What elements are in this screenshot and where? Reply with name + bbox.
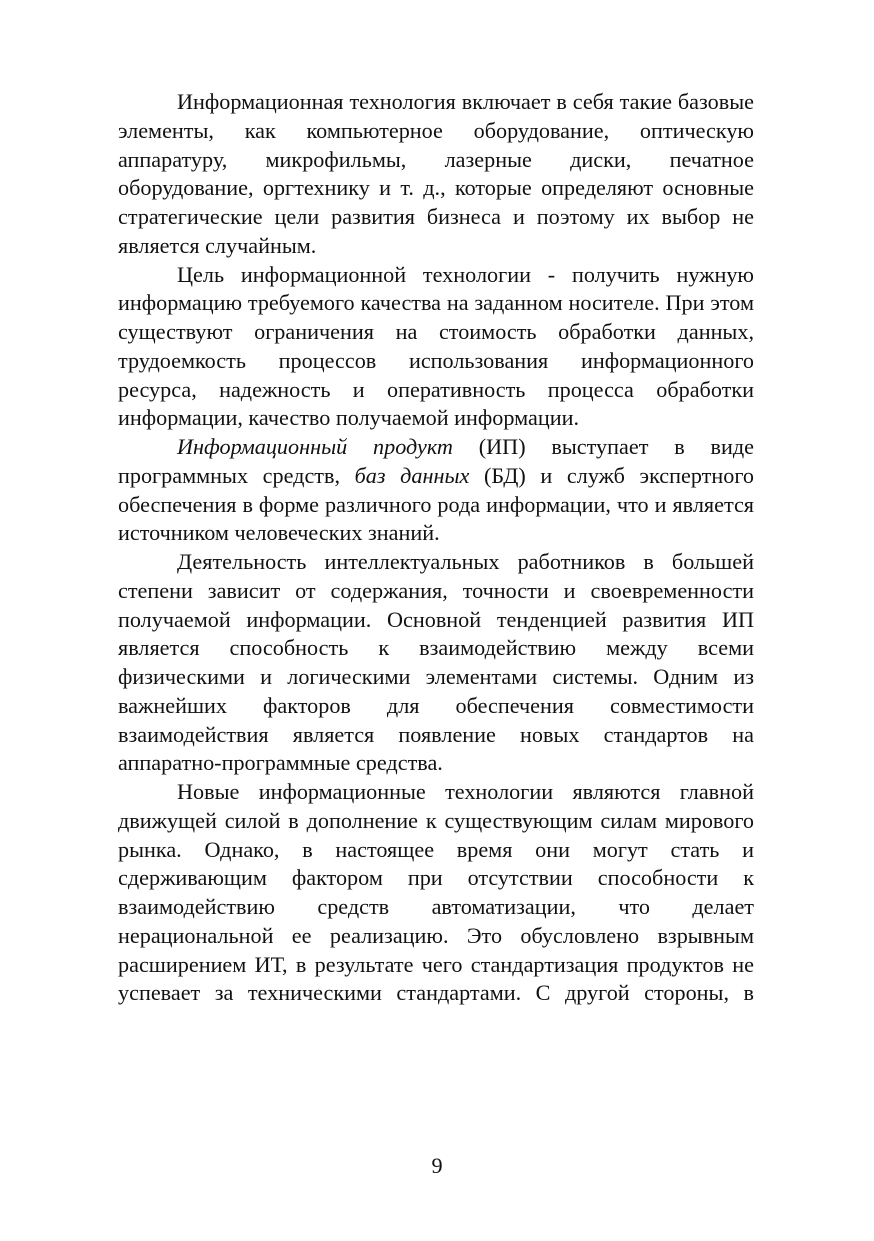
paragraph-4: Деятельность интеллектуальных работников в большей степени зависит от содержания, точности и своевременности получаемой информации. Основной тенденцией развития ИП является способность к взаимодействию между всеми физическими и логическими элементами системы. Одним из важнейших факторов для обеспечения совместимости взаимодействия является появление новых стандартов на аппаратно-программные средства. <box>118 549 754 776</box>
paragraph-1: Информационная технология включает в себя такие базовые элементы, как компьютерное оборудование, оптическую аппаратуру, микрофильмы, лазерные диски, печатное оборудование, оргтехнику и т. д., которые определяют основные стратегические цели развития бизнеса и поэтому их выбор не является случайным. <box>118 89 754 258</box>
page-number: 9 <box>431 1153 443 1178</box>
paragraph-3 <box>118 433 754 548</box>
paragraph-3-part-2: (БД) и служб экспертного обеспечения в форме различного рода информации, что и является источником человеческих знаний. <box>118 462 754 546</box>
paragraph-2: Цель информационной технологии - получить нужную информацию требуемого качества на заданном носителе. При этом существуют ограничения на стоимость обработки данных, трудоемкость процессов использования информационного ресурса, надежность и оперативность процесса обработки информации, качество получаемой информации. <box>118 261 754 431</box>
term-databases: баз данных <box>354 462 470 488</box>
term-information-product: Информационный продукт <box>177 434 453 459</box>
body-text <box>118 88 754 1008</box>
paragraph-5: Новые информационные технологии являются главной движущей силой в дополнение к существующим силам мирового рынка. Однако, в настоящее время они могут стать и сдерживающим фактором при отсутствии способности к взаимодействию средств автоматизации, что делает нерациональной ее реализацию. Это обусловлено взрывным расширением ИТ, в результате чего стандартизация продуктов не успевает за техническими стандартами. С другой стороны, в <box>118 779 754 1006</box>
paragraph-3-part-1: (ИП) выступает в виде программных средств, <box>118 434 754 488</box>
